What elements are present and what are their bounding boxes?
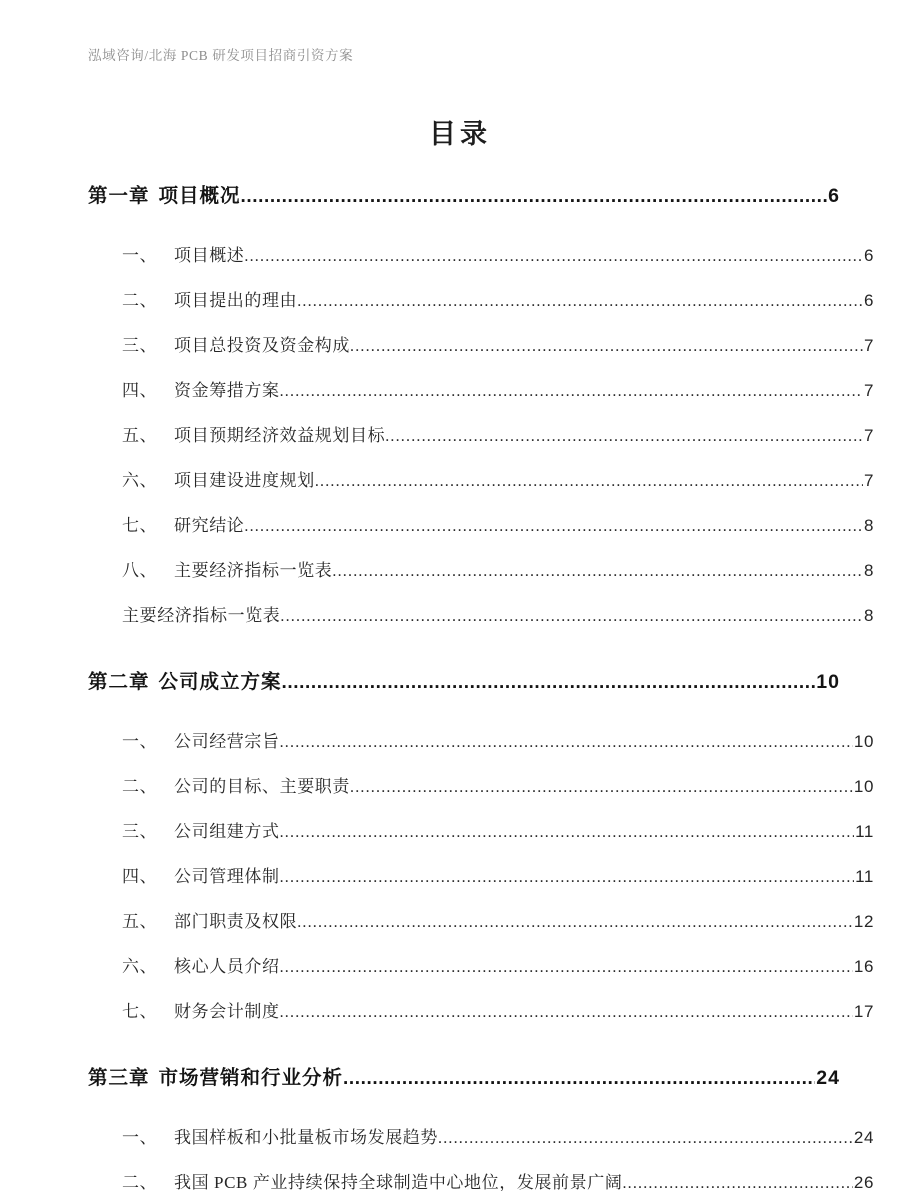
toc-entry-label [122, 556, 332, 581]
toc-leader-dots [280, 869, 855, 887]
toc-leader-dots [315, 473, 863, 491]
toc-leader-dots [343, 1068, 815, 1090]
toc-entry-text: 市场营销和行业分析 [158, 1067, 344, 1089]
toc-entry-text: 资金筹措方案 [174, 381, 280, 400]
toc-section-entry[interactable] [88, 1168, 874, 1191]
toc-section-entry[interactable] [88, 601, 874, 646]
toc-leader-dots [241, 186, 828, 208]
toc-entry-text: 核心人员介绍 [174, 957, 280, 976]
toc-page-number: 10 [853, 777, 874, 796]
toc-section-entry[interactable] [88, 862, 874, 907]
toc-chapter-entry[interactable] [88, 1062, 840, 1107]
toc-leader-dots [282, 672, 816, 694]
toc-leader-dots [244, 248, 863, 266]
toc-leader-dots [385, 428, 863, 446]
toc-page-number: 7 [863, 336, 874, 355]
toc-entry-text: 公司组建方式 [174, 822, 280, 841]
toc-entry-label [122, 601, 280, 626]
toc-page-number: 11 [855, 867, 874, 886]
toc-entry-label [122, 997, 280, 1022]
toc-page-number: 7 [863, 426, 874, 445]
toc-section-entry[interactable] [88, 376, 874, 421]
toc-page-number: 24 [853, 1128, 874, 1147]
running-header: 泓域咨询/北海 PCB 研发项目招商引资方案 [88, 48, 354, 63]
toc-entry-text: 财务会计制度 [174, 1002, 280, 1021]
toc-entry-label [122, 286, 297, 311]
toc-leader-dots [438, 1130, 853, 1148]
toc-leader-dots [280, 959, 853, 977]
toc-entry-text: 公司管理体制 [174, 867, 280, 886]
toc-section-entry[interactable] [88, 952, 874, 997]
toc-section-marker: 五、 [122, 426, 158, 445]
toc-entry-text: 项目预期经济效益规划目标 [174, 426, 386, 445]
toc-entry-label [122, 862, 280, 887]
toc-entry-text: 项目概况 [158, 185, 241, 207]
toc-leader-dots [297, 914, 853, 932]
toc-section-entry[interactable] [88, 421, 874, 466]
toc-entry-label [122, 772, 350, 797]
toc-page-number: 17 [853, 1002, 874, 1021]
toc-entry-text: 公司成立方案 [158, 671, 282, 693]
toc-entry-text: 项目建设进度规划 [174, 471, 315, 490]
toc-section-entry[interactable] [88, 1123, 874, 1168]
toc-section-entry[interactable] [88, 772, 874, 817]
toc-entry-text: 主要经济指标一览表 [174, 561, 333, 580]
toc-section-entry[interactable] [88, 331, 874, 376]
toc-page-number: 7 [863, 381, 874, 400]
toc-section-marker: 四、 [122, 381, 158, 400]
toc-entry-label [122, 331, 350, 356]
toc-entry-label [122, 511, 244, 536]
toc-page-number: 7 [863, 471, 874, 490]
toc-page-number: 16 [853, 957, 874, 976]
toc-section-marker: 三、 [122, 822, 158, 841]
toc-section-marker: 一、 [122, 1128, 158, 1147]
toc-leader-dots [280, 824, 855, 842]
toc-entry-label [88, 180, 241, 208]
toc-leader-dots [244, 518, 863, 536]
toc-section-entry[interactable] [88, 907, 874, 952]
toc-page-number: 26 [853, 1173, 874, 1191]
toc-entry-label [122, 1123, 438, 1148]
toc-section-marker: 八、 [122, 561, 158, 580]
toc-section-marker: 六、 [122, 471, 158, 490]
toc-section-marker: 二、 [122, 1173, 158, 1191]
toc-page-number: 10 [853, 732, 874, 751]
toc-entry-label [122, 952, 280, 977]
toc-chapter-number: 第二章 [88, 671, 150, 693]
toc-section-entry[interactable] [88, 511, 874, 556]
toc-page-number: 24 [816, 1067, 840, 1089]
toc-section-marker: 一、 [122, 246, 158, 265]
toc-page-number: 10 [816, 671, 840, 693]
toc-section-marker: 六、 [122, 957, 158, 976]
toc-entry-text: 项目总投资及资金构成 [174, 336, 350, 355]
toc-entry-label [122, 376, 280, 401]
toc-section-entry[interactable] [88, 286, 874, 331]
toc-section-entry[interactable] [88, 997, 874, 1042]
toc-entry-label [88, 666, 282, 694]
toc-section-marker: 二、 [122, 291, 158, 310]
toc-section-entry[interactable] [88, 241, 874, 286]
toc-chapter-number: 第三章 [88, 1067, 150, 1089]
toc-page-number: 11 [855, 822, 874, 841]
toc-entry-label [122, 466, 315, 491]
toc-chapter-number: 第一章 [88, 185, 150, 207]
toc-page-number: 8 [863, 516, 874, 535]
toc-page-number: 8 [863, 561, 874, 580]
toc-chapter-entry[interactable] [88, 666, 840, 711]
toc-page-number: 6 [828, 185, 840, 207]
toc-entry-text: 研究结论 [174, 516, 245, 535]
toc-section-entry[interactable] [88, 556, 874, 601]
toc-entry-label [122, 727, 280, 752]
toc-entry-label [122, 907, 297, 932]
toc-leader-dots [280, 1004, 853, 1022]
toc-page-number: 6 [863, 246, 874, 265]
toc-entry-text: 我国 PCB 产业持续保持全球制造中心地位，发展前景广阔 [174, 1173, 623, 1191]
toc-entry-label [122, 241, 244, 266]
table-of-contents [88, 180, 874, 1191]
toc-section-marker: 七、 [122, 1002, 158, 1021]
toc-section-marker: 三、 [122, 336, 158, 355]
toc-page-number: 6 [863, 291, 874, 310]
toc-section-marker: 二、 [122, 777, 158, 796]
page-title: 目录 [429, 119, 491, 149]
toc-leader-dots [280, 608, 863, 626]
toc-chapter-entry[interactable] [88, 180, 840, 225]
toc-entry-label [88, 1062, 343, 1090]
toc-section-entry[interactable] [88, 466, 874, 511]
toc-entry-text: 我国样板和小批量板市场发展趋势 [174, 1128, 438, 1147]
toc-entry-label [122, 817, 280, 842]
toc-section-marker: 五、 [122, 912, 158, 931]
toc-entry-text: 项目概述 [174, 246, 245, 265]
toc-leader-dots [350, 338, 863, 356]
toc-leader-dots [297, 293, 863, 311]
toc-section-marker: 一、 [122, 732, 158, 751]
toc-page-number: 12 [853, 912, 874, 931]
toc-leader-dots [280, 734, 853, 752]
toc-section-marker: 四、 [122, 867, 158, 886]
toc-leader-dots [622, 1175, 852, 1191]
toc-section-entry[interactable] [88, 727, 874, 772]
toc-leader-dots [280, 383, 863, 401]
toc-entry-label [122, 421, 385, 446]
toc-section-marker: 七、 [122, 516, 158, 535]
toc-section-entry[interactable] [88, 817, 874, 862]
toc-leader-dots [332, 563, 863, 581]
toc-entry-label [122, 1168, 622, 1191]
toc-entry-text: 项目提出的理由 [174, 291, 298, 310]
toc-entry-text: 主要经济指标一览表 [122, 606, 281, 625]
toc-entry-text: 部门职责及权限 [174, 912, 298, 931]
toc-page-number: 8 [863, 606, 874, 625]
toc-leader-dots [350, 779, 853, 797]
toc-entry-text: 公司经营宗旨 [174, 732, 280, 751]
toc-entry-text: 公司的目标、主要职责 [174, 777, 350, 796]
